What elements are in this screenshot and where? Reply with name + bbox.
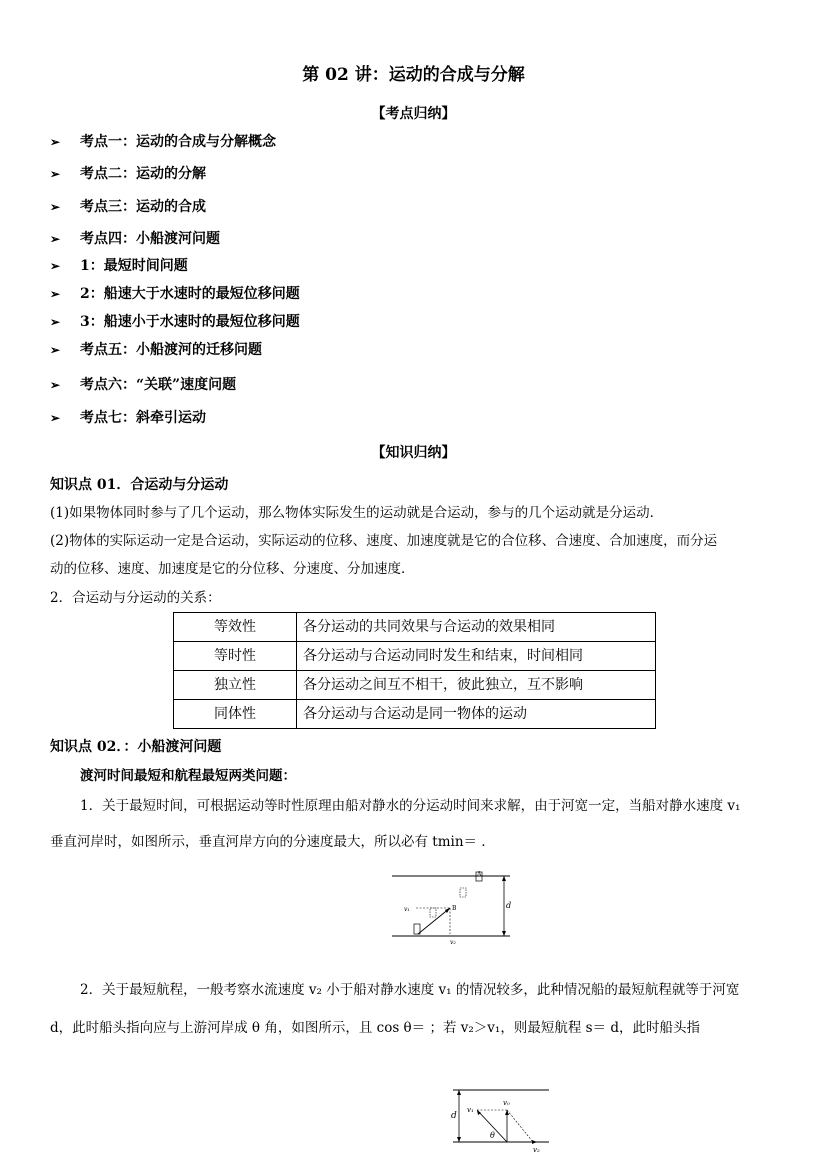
kp2-paragraph-1b: 垂直河岸时，如图所示，垂直河岸方向的分速度最大，所以必有 tmin＝ ．: [50, 834, 495, 850]
kp2-paragraph-2b: d，此时船头指向应与上游河岸成 θ 角，如图所示，且 cos θ＝ ；若 v₂＞v₁，则最短航程 s＝ d，此时船头指: [50, 1020, 700, 1036]
kp1-paragraph-1: (1)如果物体同时参与了几个运动，那么物体实际发生的运动就是合运动，参与的几个运动就是分运动．: [50, 505, 664, 521]
v1-label-2: v₁: [467, 1106, 474, 1114]
table-row: [174, 613, 656, 642]
table-row: [174, 671, 656, 700]
table-cell: 独立性: [174, 671, 297, 700]
table-cell: 各分运动与合运动同时发生和结束，时间相同: [297, 642, 656, 671]
table-cell: 等时性: [174, 642, 297, 671]
arrow-bullet-icon: ➢: [50, 378, 61, 392]
page-title: 第 02 讲：运动的合成与分解: [302, 65, 525, 85]
kp2-paragraph-2a: 2．关于最短航程，一般考察水流速度 v₂ 小于船对静水速度 v₁ 的情况较多，此种情况船的最短航程就等于河宽: [80, 982, 740, 998]
a-label: A: [477, 871, 482, 878]
document-page: 第 02 讲：运动的合成与分解 【考点归纳】 ➢ 考点一：运动的合成与分解概念 ➢ 考点二：运动的分解 ➢ 考点三：运动的合成 ➢ 考点四：小船渡河问题 ➢ 1：最短时间问题 ➢ 2：船速大于水速时的最短位移问题 ➢ 3：船速小于水速时的最短位移问题 ➢ 考点五：小船渡河的迁移问题 ➢ 考点六：“关联”速度问题 ➢ 考点七：斜牵引运动 【知识归纳】 知识点 01．合运动与分运动 (1)如果物体同时参与了几个运动，那么物体实际发生的运动就是合运动，参与的几个运动就是分运动． (2)物体的实际运动一定是合运动，实际运动的位移、速度、加速度就是它的合位移、合速度、合加速度，而分运 动的位移、速度、加速度是它的分位移、分速度、分加速度． 2．合运动与分运动的关系： 等效性 各分运动的共同效果与合运动的效果相同 等时性 各分运动与合运动同时发生和结束，时间相同 独立性 各分运动之间互不相干，彼此独立，互不影响 同体性 各分运动与合运动是同一物体的运动 知识点 02．：小船渡河问题 渡河时间最短和航程最短两类问题： 1．关于最短时间，可根据运动等时性原理由船对静水的分运动时间来求解，由于河宽一定，当船对静水速度 v₁ 垂直河岸时，如图所示，垂直河岸方向的分速度最大，所以必有 tmin＝ ． d A v₁ B v₂ 2．关于最短航程，一般考察水流速度 v₂ 小于船对静水速度 v₁ 的情况较多，此种情况船的最短航程就等于河宽 d，此时船头指向应与上游河岸成 θ 角，如图所示，且 cos θ＝ ；若 v₂＞v₁，则最短航程 s＝ d，此时船头指 d v₁ v₀ θ v₂: [0, 0, 827, 1169]
theta-label: θ: [490, 1131, 495, 1140]
v2-label-2: v₂: [533, 1146, 540, 1154]
kp1-paragraph-2b: 动的位移、速度、加速度是它的分位移、分速度、分加速度．: [50, 561, 415, 577]
table-cell: 等效性: [174, 613, 297, 642]
arrow-bullet-icon: ➢: [50, 232, 61, 246]
arrow-bullet-icon: ➢: [50, 315, 61, 329]
arrow-bullet-icon: ➢: [50, 343, 61, 357]
kp2-subtitle: 渡河时间最短和航程最短两类问题：: [80, 768, 296, 784]
kp1-paragraph-3: 2．合运动与分运动的关系：: [50, 590, 221, 606]
d2-label: d: [451, 1111, 457, 1121]
table-cell: 各分运动的共同效果与合运动的效果相同: [297, 613, 656, 642]
v2-label: v₂: [450, 939, 456, 946]
arrow-bullet-icon: ➢: [50, 200, 61, 214]
topics-heading: 【考点归纳】: [371, 106, 456, 122]
arrow-bullet-icon: ➢: [50, 167, 61, 181]
table-cell: 各分运动之间互不相干，彼此独立，互不影响: [297, 671, 656, 700]
table-row: [174, 642, 656, 671]
arrow-bullet-icon: ➢: [50, 135, 61, 149]
kp1-paragraph-2a: (2)物体的实际运动一定是合运动，实际运动的位移、速度、加速度就是它的合位移、合速度、合加速度，而分运: [50, 533, 718, 549]
v1-label: v₁: [404, 906, 410, 913]
kp1-title: 知识点 01．合运动与分运动: [50, 477, 229, 493]
b-label: B: [452, 905, 457, 912]
d-label: d: [506, 901, 512, 910]
table-cell: 同体性: [174, 700, 297, 729]
shortest-time-diagram: [392, 868, 522, 948]
arrow-bullet-icon: ➢: [50, 411, 61, 425]
kp2-paragraph-1a: 1．关于最短时间，可根据运动等时性原理由船对静水的分运动时间来求解，由于河宽一定，当船对静水速度 v₁: [80, 798, 741, 814]
v0-label: v₀: [503, 1099, 510, 1107]
kp2-title: 知识点 02．：小船渡河问题: [50, 739, 222, 755]
table-row: [174, 700, 656, 729]
shortest-path-diagram: [445, 1084, 555, 1156]
arrow-bullet-icon: ➢: [50, 287, 61, 301]
knowledge-heading: 【知识归纳】: [371, 445, 456, 461]
table-cell: 各分运动与合运动是同一物体的运动: [297, 700, 656, 729]
relation-table: [173, 612, 656, 729]
arrow-bullet-icon: ➢: [50, 259, 61, 273]
